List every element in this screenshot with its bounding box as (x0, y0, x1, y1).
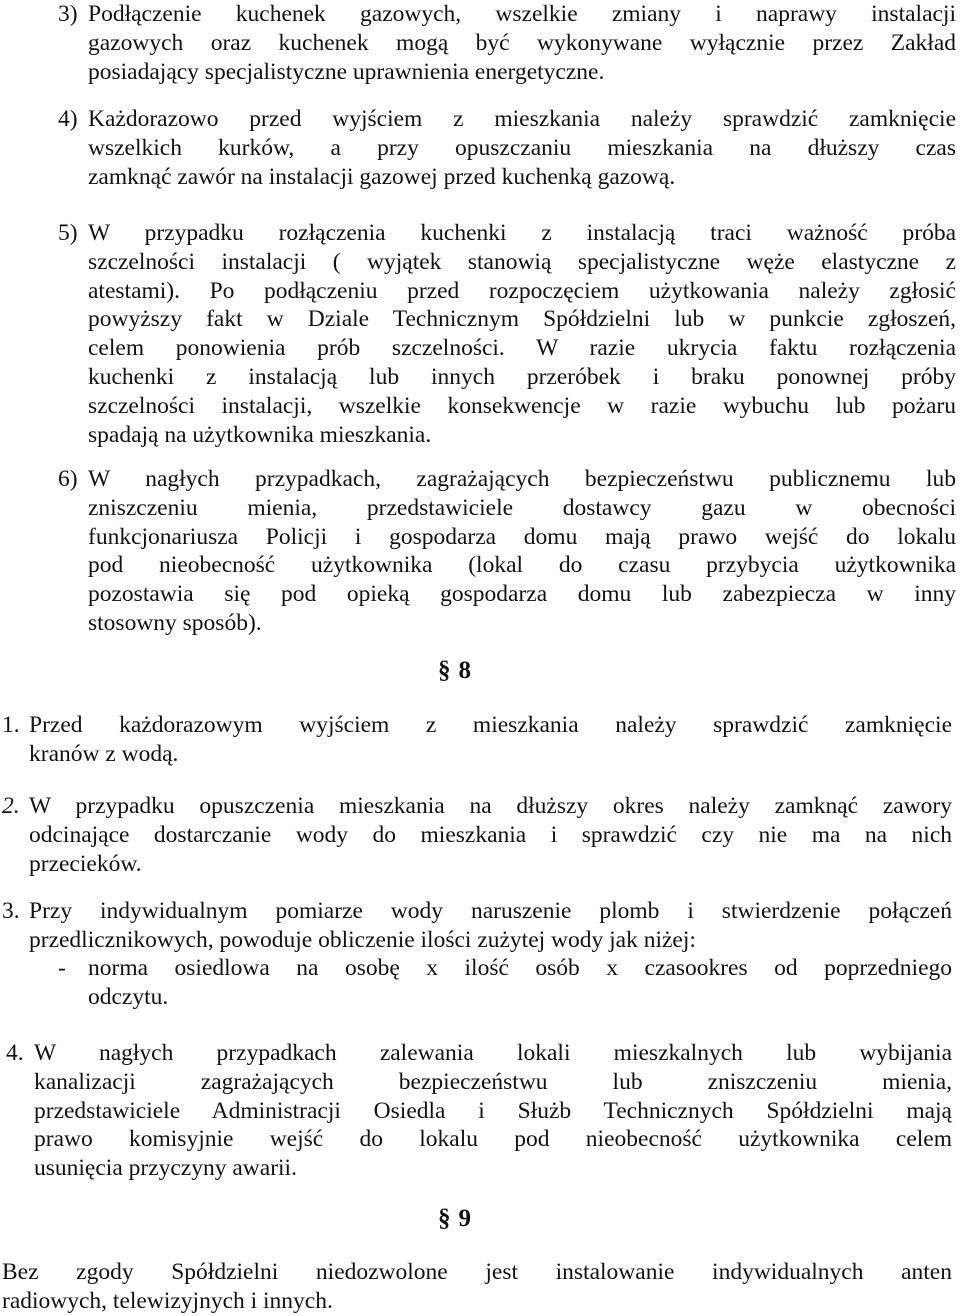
item-text (88, 0, 956, 86)
text-line: W przypadku rozłączenia kuchenki z instalacją traci ważność próba (88, 220, 956, 246)
item-text (88, 954, 952, 1012)
item-text (29, 897, 952, 955)
text-line: Każdorazowo przed wyjściem z mieszkania należy sprawdzić zamknięcie (88, 106, 956, 132)
item-number: 2. (2, 793, 20, 819)
text-line: norma osiedlowa na osobę x ilość osób x czasookres od poprzedniego (88, 955, 952, 981)
text-line: przecieków. (29, 850, 142, 877)
text-line: celem ponowienia prób szczelności. W razie ukrycia faktu rozłączenia (88, 335, 956, 362)
text-line: wszelkich kurków, a przy opuszczaniu mieszkania na dłuższy czas (88, 134, 956, 161)
text-line: prawo komisyjnie wejść do lokalu pod nieobecność użytkownika celem (34, 1126, 952, 1153)
text-line: gazowych oraz kuchenek mogą być wykonywane wyłącznie przez Zakład (88, 29, 956, 56)
item-number: 3) (58, 1, 78, 27)
text-line: pod nieobecność użytkownika (lokal do czasu przybycia użytkownika (88, 552, 956, 579)
item-text (88, 105, 956, 191)
text-line: W nagłych przypadkach zalewania lokali mieszkalnych lub wybijania (34, 1040, 952, 1066)
text-line: powyższy fakt w Dziale Technicznym Spółdzielni lub w punkcie zgłoszeń, (88, 306, 956, 333)
text-line: funkcjonariusza Policji i gospodarza domu mają prawo wejść do lokalu (88, 523, 956, 550)
text-line: Przed każdorazowym wyjściem z mieszkania należy sprawdzić zamknięcie (29, 712, 952, 738)
section-heading-8 (438, 657, 471, 686)
text-line: zamknąć zawór na instalacji gazowej przed kuchenką gazową. (88, 163, 676, 190)
section-number: 8 (458, 657, 471, 684)
item-number: 4) (58, 106, 78, 132)
item-number: 5) (58, 220, 78, 246)
text-line: atestami). Po podłączeniu przed rozpoczęciem użytkowania należy zgłosić (88, 277, 956, 304)
item-number: 4. (6, 1040, 24, 1066)
paragraph-sign: § (438, 657, 451, 684)
text-line: posiadający specjalistyczne uprawnienia energetyczne. (88, 58, 605, 85)
paragraph-text (2, 1258, 952, 1316)
item-text (29, 792, 952, 878)
text-line: przedlicznikowych, powoduje obliczenie ilości zużytej wody jak niżej: (29, 926, 696, 953)
text-line: Bez zgody Spółdzielni niedozwolone jest instalowanie indywidualnych anten (2, 1259, 952, 1285)
item-text (88, 219, 956, 449)
text-line: Podłączenie kuchenek gazowych, wszelkie zmiany i naprawy instalacji (88, 1, 956, 27)
text-line: W przypadku opuszczenia mieszkania na dłuższy okres należy zamknąć zawory (29, 793, 952, 819)
text-line: szczelności instalacji ( wyjątek stanowią specjalistyczne węże elastyczne z (88, 248, 956, 275)
text-line: przedstawiciele Administracji Osiedla i Służb Technicznych Spółdzielni mają (34, 1097, 952, 1124)
text-line: Przy indywidualnym pomiarze wody naruszenie plomb i stwierdzenie połączeń (29, 898, 952, 924)
text-line: radiowych, telewizyjnych i innych. (2, 1287, 333, 1314)
text-line: kanalizacji zagrażających bezpieczeństwu lub zniszczeniu mienia, (34, 1068, 952, 1095)
text-line: odczytu. (88, 983, 169, 1010)
text-line: odcinające dostarczanie wody do mieszkania i sprawdzić czy nie ma na nich (29, 821, 952, 848)
item-number: 6) (58, 466, 78, 492)
text-line: zniszczeniu mienia, przedstawiciele dostawcy gazu w obecności (88, 494, 956, 521)
text-line: kranów z wodą. (29, 740, 179, 767)
text-line: usunięcia przyczyny awarii. (34, 1155, 297, 1182)
text-line: pozostawia się pod opieką gospodarza domu lub zabezpiecza w inny (88, 581, 956, 608)
text-line: stosowny sposób). (88, 609, 262, 636)
item-number: 3. (2, 898, 20, 924)
section-number: 9 (458, 1205, 471, 1232)
section-heading-9 (438, 1205, 471, 1234)
text-line: szczelności instalacji, wszelkie konsekwencje w razie wybuchu lub pożaru (88, 392, 956, 419)
paragraph-sign: § (438, 1205, 451, 1232)
text-line: spadają na użytkownika mieszkania. (88, 421, 432, 448)
text-line: kuchenki z instalacją lub innych przeróbek i braku ponownej próby (88, 363, 956, 390)
item-text (29, 711, 952, 769)
item-text (88, 465, 956, 638)
text-line: W nagłych przypadkach, zagrażających bezpieczeństwu publicznemu lub (88, 466, 956, 492)
item-number: 1. (2, 712, 20, 738)
dash-bullet: - (58, 955, 66, 981)
item-text (34, 1039, 952, 1183)
